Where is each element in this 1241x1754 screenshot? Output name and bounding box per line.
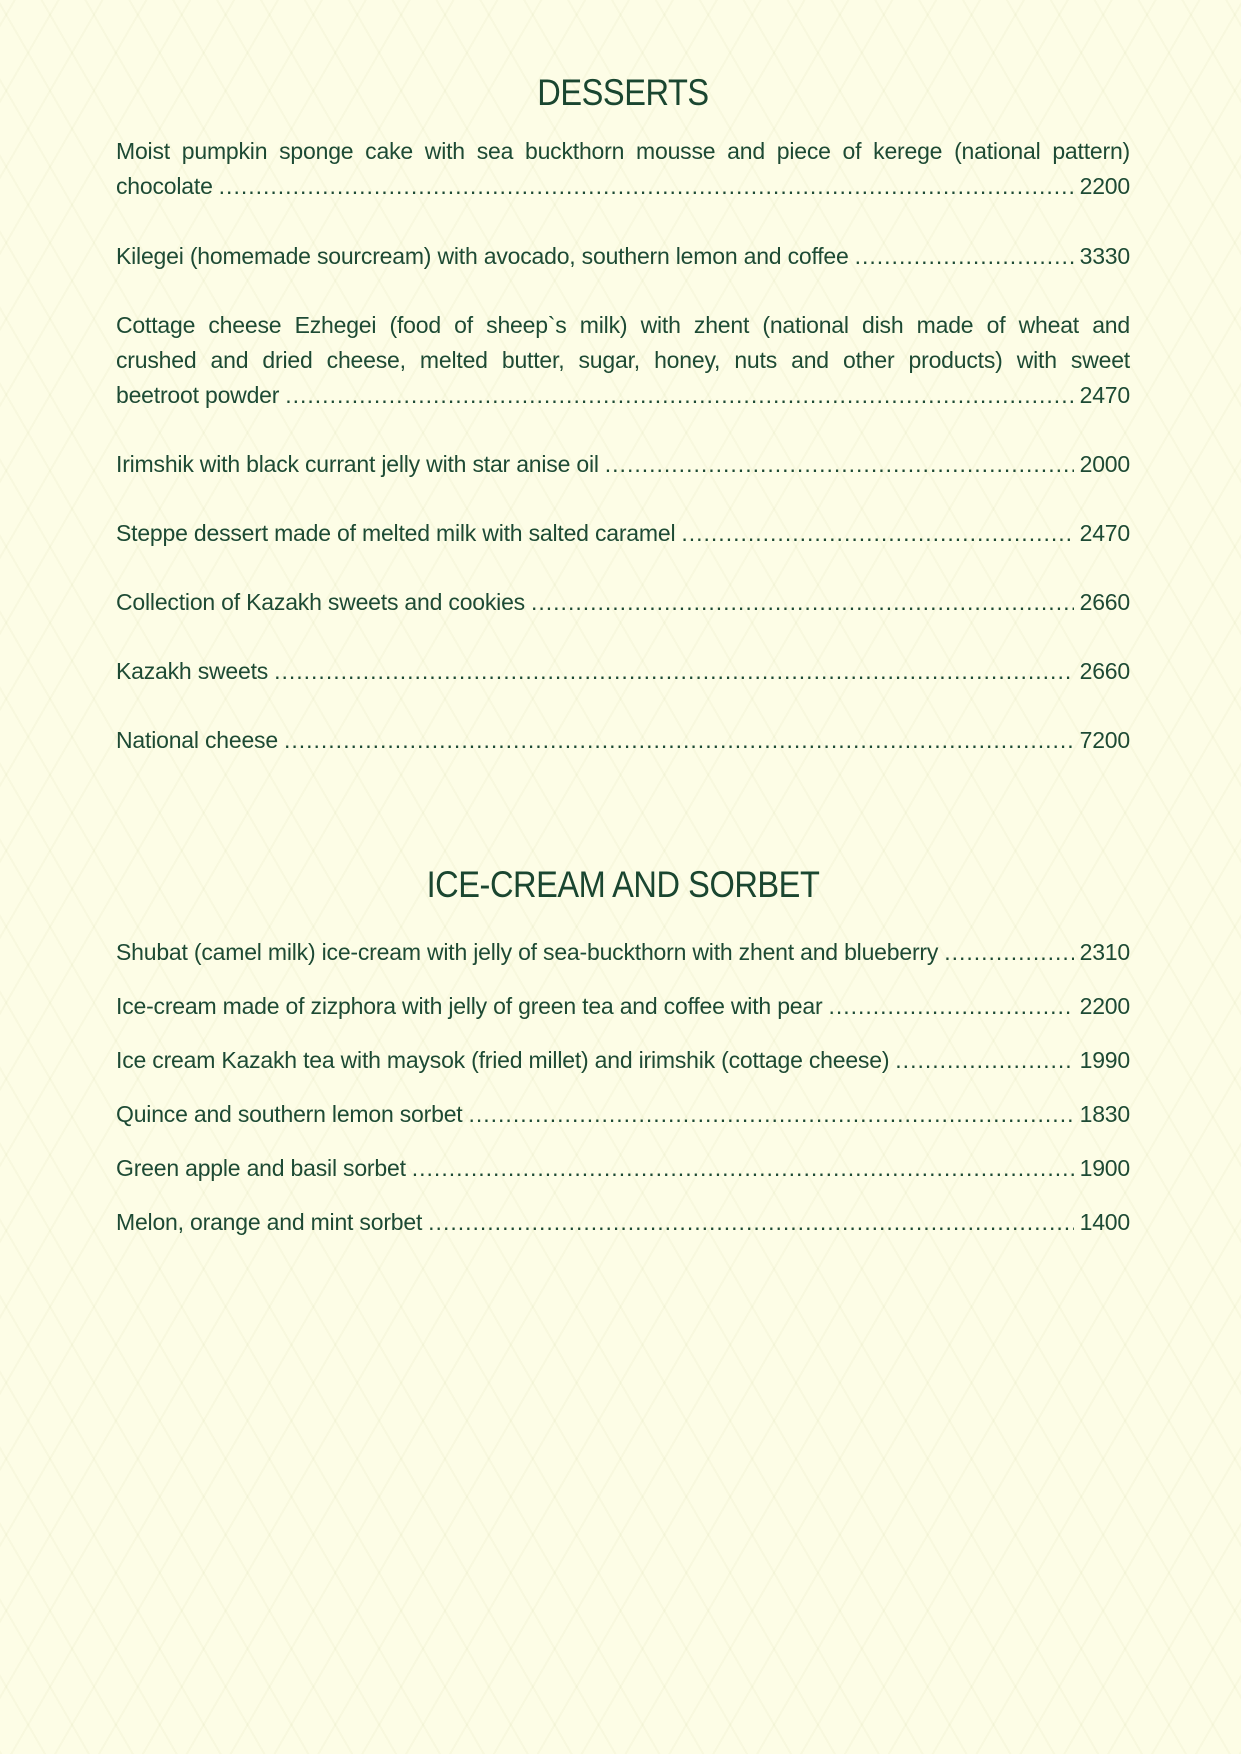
menu-item [116, 239, 1130, 274]
item-price: 1830 [1079, 1101, 1130, 1127]
menu-item [116, 723, 1130, 758]
item-price: 2200 [1079, 993, 1130, 1019]
item-price: 2660 [1079, 589, 1130, 615]
dot-leader [284, 723, 1074, 758]
dot-leader [274, 654, 1074, 689]
dot-leader [681, 516, 1073, 551]
item-price: 1400 [1079, 1209, 1130, 1235]
item-line: Moist pumpkin sponge cake with sea buckthorn mousse and piece of kerege (national pattern) [116, 138, 1130, 164]
menu-item [116, 585, 1130, 620]
item-price: 2310 [1079, 939, 1130, 965]
item-name: chocolate [116, 173, 213, 199]
item-price: 1990 [1079, 1047, 1130, 1073]
item-name: Ice cream Kazakh tea with maysok (fried millet) and irimshik (cottage cheese) [116, 1047, 890, 1073]
dot-leader [944, 935, 1073, 970]
icecream-title: ICE-CREAM AND SORBET [426, 864, 820, 905]
item-line: crushed and dried cheese, melted butter, sugar, honey, nuts and other products) with sweet [116, 347, 1130, 373]
item-line: Cottage cheese Ezhegei (food of sheep`s milk) with zhent (national dish made of wheat and [116, 312, 1130, 338]
item-price: 1900 [1079, 1155, 1130, 1181]
menu-item [116, 308, 1130, 413]
item-price: 3330 [1079, 243, 1130, 269]
item-price: 2200 [1079, 173, 1130, 199]
item-price: 2470 [1079, 520, 1130, 546]
desserts-title: DESSERTS [537, 72, 709, 113]
menu-item [116, 516, 1130, 551]
item-name: beetroot powder [116, 382, 280, 408]
item-name: National cheese [116, 727, 278, 753]
item-price: 7200 [1079, 727, 1130, 753]
dot-leader [285, 378, 1073, 413]
item-name: Steppe dessert made of melted milk with salted caramel [116, 520, 676, 546]
item-price: 2660 [1079, 658, 1130, 684]
dot-leader [219, 169, 1074, 204]
item-name: Kilegei (homemade sourcream) with avocado, southern lemon and coffee [116, 243, 849, 269]
item-name: Kazakh sweets [116, 658, 269, 684]
item-price: 2000 [1079, 451, 1130, 477]
menu-item [116, 1043, 1130, 1078]
item-name: Melon, orange and mint sorbet [116, 1209, 423, 1235]
menu-item [116, 447, 1130, 482]
menu-item [116, 134, 1130, 204]
item-name: Ice-cream made of zizphora with jelly of green tea and coffee with pear [116, 993, 823, 1019]
dot-leader [895, 1043, 1073, 1078]
dot-leader [428, 1205, 1073, 1240]
menu-item [116, 1097, 1130, 1132]
dot-leader [468, 1097, 1073, 1132]
item-name: Quince and southern lemon sorbet [116, 1101, 463, 1127]
menu-item [116, 1205, 1130, 1240]
dot-leader [412, 1151, 1074, 1186]
item-name: Collection of Kazakh sweets and cookies [116, 589, 525, 615]
dot-leader [605, 447, 1074, 482]
menu-item [116, 1151, 1130, 1186]
item-name: Green apple and basil sorbet [116, 1155, 406, 1181]
dot-leader [855, 239, 1074, 274]
item-name: Irimshik with black currant jelly with star anise oil [116, 451, 599, 477]
menu-item [116, 989, 1130, 1024]
item-price: 2470 [1079, 382, 1130, 408]
dot-leader [828, 989, 1073, 1024]
dot-leader [531, 585, 1074, 620]
menu-item [116, 654, 1130, 689]
item-name: Shubat (camel milk) ice-cream with jelly of sea-buckthorn with zhent and blueberry [116, 939, 939, 965]
menu-item [116, 935, 1130, 970]
